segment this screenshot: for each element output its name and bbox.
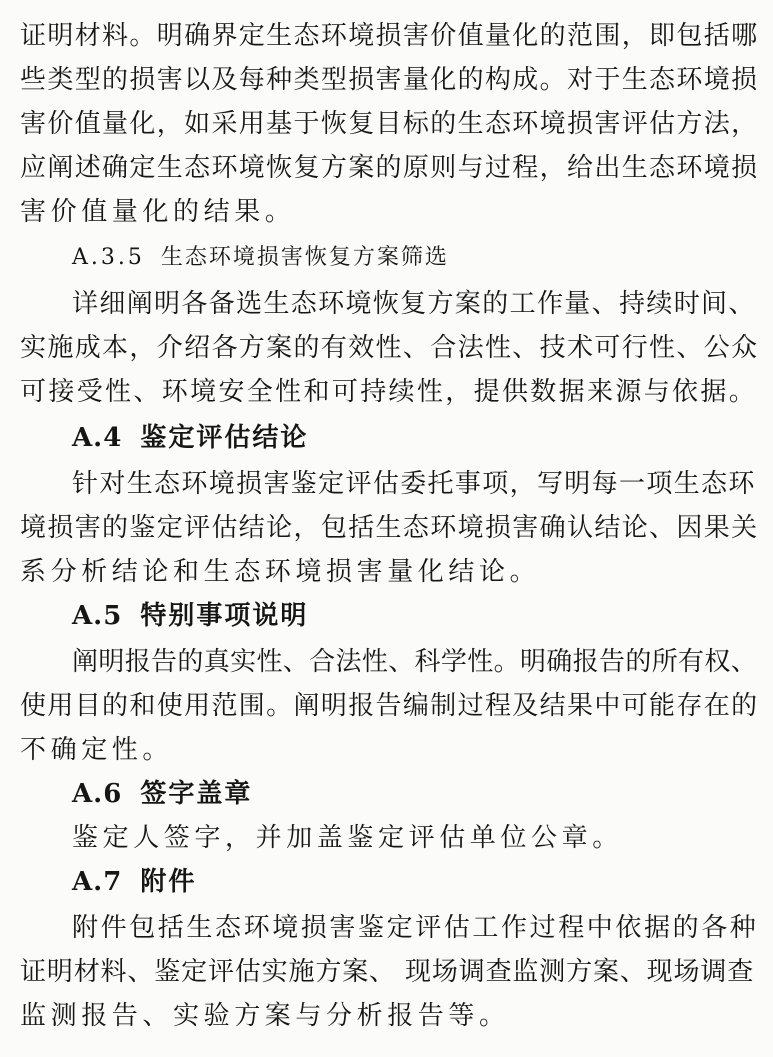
heading-title: 附件 <box>140 867 197 897</box>
paragraph-line: 系分析结论和生态环境损害量化结论。 <box>20 557 541 587</box>
paragraph-line: 附件包括生态环境损害鉴定评估工作过程中依据的各种 <box>72 913 759 943</box>
paragraph-line: 可接受性、环境安全性和可持续性，提供数据来源与依据。 <box>20 377 758 407</box>
paragraph-line: 阐明报告的真实性、合法性、科学性。明确报告的所有权、 <box>72 647 758 677</box>
paragraph-line: 针对生态环境损害鉴定评估委托事项，写明每一项生态环 <box>72 469 756 499</box>
paragraph-line: 证明材料。明确界定生态环境损害价值量化的范围，即包括哪 <box>20 21 759 51</box>
paragraph-line: 详细阐明各备选生态环境恢复方案的工作量、持续时间、 <box>72 289 756 319</box>
paragraph-line: 监测报告、实验方案与分析报告等。 <box>20 1001 510 1031</box>
heading-title: 特别事项说明 <box>140 601 309 631</box>
heading-number: A.4 <box>72 423 123 453</box>
section-heading <box>72 598 308 634</box>
subheading-title: 生态环境损害恢复方案筛选 <box>160 245 449 270</box>
section-heading <box>72 776 252 812</box>
heading-title: 签字盖章 <box>140 779 253 809</box>
paragraph-line: 害价值量化，如采用基于恢复目标的生态环境损害评估方法， <box>20 109 759 139</box>
paragraph-line: 证明材料、鉴定评估实施方案、 现场调查监测方案、现场调查 <box>20 957 755 987</box>
paragraph-line: 些类型的损害以及每种类型损害量化的构成。对于生态环境损 <box>20 65 759 95</box>
heading-number: A.7 <box>72 867 123 897</box>
subheading-number: A.3.5 <box>72 245 145 270</box>
heading-number: A.5 <box>72 601 123 631</box>
section-subheading <box>72 240 449 276</box>
heading-number: A.6 <box>72 779 123 809</box>
paragraph-line: 鉴定人签字，并加盖鉴定评估单位公章。 <box>72 823 623 853</box>
paragraph-line: 应阐述确定生态环境恢复方案的原则与过程，给出生态环境损 <box>20 153 759 183</box>
paragraph-line: 不确定性。 <box>20 735 174 765</box>
section-heading <box>72 864 196 900</box>
paragraph-line: 境损害的鉴定评估结论，包括生态环境损害确认结论、因果关 <box>20 513 759 543</box>
heading-title: 鉴定评估结论 <box>140 423 309 453</box>
paragraph-line: 害价值量化的结果。 <box>20 197 296 227</box>
section-heading <box>72 420 308 456</box>
paragraph-line: 使用目的和使用范围。阐明报告编制过程及结果中可能存在的 <box>20 691 759 721</box>
paragraph-line: 实施成本，介绍各方案的有效性、合法性、技术可行性、公众 <box>20 333 759 363</box>
